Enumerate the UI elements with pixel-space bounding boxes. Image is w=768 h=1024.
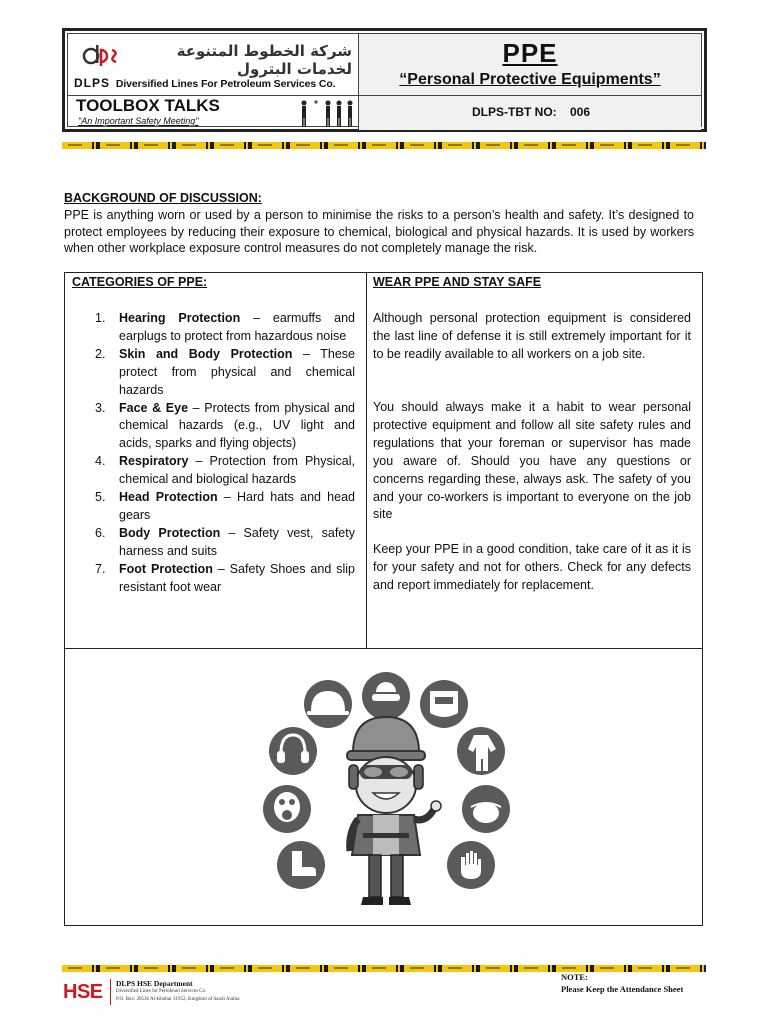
item-title: Skin and Body Protection xyxy=(119,346,293,361)
item-number: 4. xyxy=(95,454,106,469)
item-text: – Protection from Physical, chemical and biological hazards xyxy=(119,454,355,487)
department-name: DLPS HSE Department xyxy=(116,979,193,988)
document-header xyxy=(62,28,707,132)
welding-mask-icon xyxy=(420,680,468,728)
list-item xyxy=(95,400,355,454)
tbt-number-block xyxy=(359,96,701,130)
content-table xyxy=(64,272,703,926)
company-arabic-name: شركة الخطوط المتنوعة لخدمات البترول xyxy=(176,42,352,78)
department-address: P.O. Box: 20530 Al-Khobar 31952, Kingdom of Saudi Arabia xyxy=(116,997,240,1002)
tbt-label: DLPS-TBT NO: xyxy=(472,105,557,119)
list-item xyxy=(95,561,355,597)
header-frame xyxy=(67,33,702,127)
categories-heading: CATEGORIES OF PPE: xyxy=(72,275,208,289)
toolbox-title: TOOLBOX TALKS xyxy=(76,96,220,115)
categories-cell xyxy=(65,273,367,648)
note-text: Please Keep the Attendance Sheet xyxy=(561,984,684,994)
company-abbr: DLPS xyxy=(74,76,111,90)
department-company: Diversified Lines for Petroleum Services Co. xyxy=(116,989,207,994)
list-item xyxy=(95,310,355,346)
list-item xyxy=(95,346,355,400)
list-item xyxy=(95,525,355,561)
item-title: Face & Eye xyxy=(119,400,189,415)
item-text: – earmuffs and earplugs to protect from hazardous noise xyxy=(119,311,355,343)
dlps-logo-icon xyxy=(82,42,120,70)
workers-meeting-icon xyxy=(298,98,356,128)
wear-ppe-cell xyxy=(367,273,702,648)
item-text: – Protects from physical and chemical hazards (e.g., UV light and acids, sparks and flying objects) xyxy=(119,400,355,451)
illustration-cell xyxy=(65,648,702,925)
wear-paragraph-1: Although personal protection equipment is considered the last line of defense it is still extremely important for it to be readily available to all workers on a job site. xyxy=(373,311,691,361)
tbt-number xyxy=(472,105,590,119)
item-title: Hearing Protection xyxy=(119,311,241,325)
boots-icon xyxy=(277,841,325,889)
background-heading: BACKGROUND OF DISCUSSION: xyxy=(64,191,262,205)
page-subtitle: “Personal Protective Equipments” xyxy=(399,71,661,88)
tbt-value: 006 xyxy=(570,105,591,119)
item-title: Body Protection xyxy=(119,525,221,540)
item-title: Respiratory xyxy=(119,454,189,469)
wear-paragraph-2: You should always make it a habit to wear personal protective equipment and follow all site safety rules and regulations that your foreman or supervisor has made you aware of. Should you have any questions or concerns regarding these, always ask. The safety of you and your co-workers is important to everyone on the job site xyxy=(373,400,691,522)
item-number: 6. xyxy=(95,525,106,540)
hard-hat-icon xyxy=(304,680,352,728)
company-name xyxy=(74,76,336,90)
toolbox-subtitle: "An Important Safety Meeting" xyxy=(78,116,199,126)
wear-paragraph-3: Keep your PPE in a good condition, take care of it as it is for your safety and not for others. Check for any defects and report immediately for replacement. xyxy=(373,542,691,592)
footer-divider xyxy=(110,979,111,1005)
item-text: – Safety vest, safety harness and suits xyxy=(119,525,355,558)
item-title: Foot Protection xyxy=(119,561,213,576)
gloves-icon xyxy=(447,841,495,889)
note-label: NOTE: xyxy=(561,972,588,982)
company-block xyxy=(68,34,359,96)
ppe-illustration xyxy=(245,659,535,927)
item-number: 2. xyxy=(95,346,106,361)
background-body: PPE is anything worn or used by a person to minimise the risks to a person’s health and safety. It’s designed to protect employees by reducing their exposure to chemical, biological and physical hazards. It is used by workers when other workplace exposure control measures do not completely manage the risk. xyxy=(64,208,694,255)
item-text: – Safety Shoes and slip resistant foot wear xyxy=(119,561,355,594)
item-text: – These protect from physical and chemical hazards xyxy=(119,346,355,397)
item-number: 7. xyxy=(95,561,106,576)
categories-list xyxy=(95,310,355,597)
wear-heading: WEAR PPE AND STAY SAFE xyxy=(373,275,542,289)
coverall-icon xyxy=(457,727,505,775)
gas-mask-icon xyxy=(263,785,311,833)
list-item xyxy=(95,489,355,525)
item-number: 1. xyxy=(95,311,106,325)
title-block xyxy=(359,34,701,96)
toolbox-block xyxy=(68,96,359,130)
hse-logo: HSE xyxy=(63,981,103,1003)
item-title: Head Protection xyxy=(119,490,218,505)
item-number: 5. xyxy=(95,490,106,505)
earmuffs-icon xyxy=(269,727,317,775)
caution-tape-bottom xyxy=(62,965,706,972)
company-full-name: Diversified Lines For Petroleum Services Co. xyxy=(115,78,336,90)
worker-figure xyxy=(347,717,441,905)
item-number: 3. xyxy=(95,400,106,415)
item-text: – Hard hats and head gears xyxy=(119,490,355,522)
dust-mask-icon xyxy=(462,785,510,833)
list-item xyxy=(95,453,355,489)
page-title: PPE xyxy=(502,38,558,68)
caution-tape-top xyxy=(62,142,706,149)
goggles-icon xyxy=(362,672,410,720)
